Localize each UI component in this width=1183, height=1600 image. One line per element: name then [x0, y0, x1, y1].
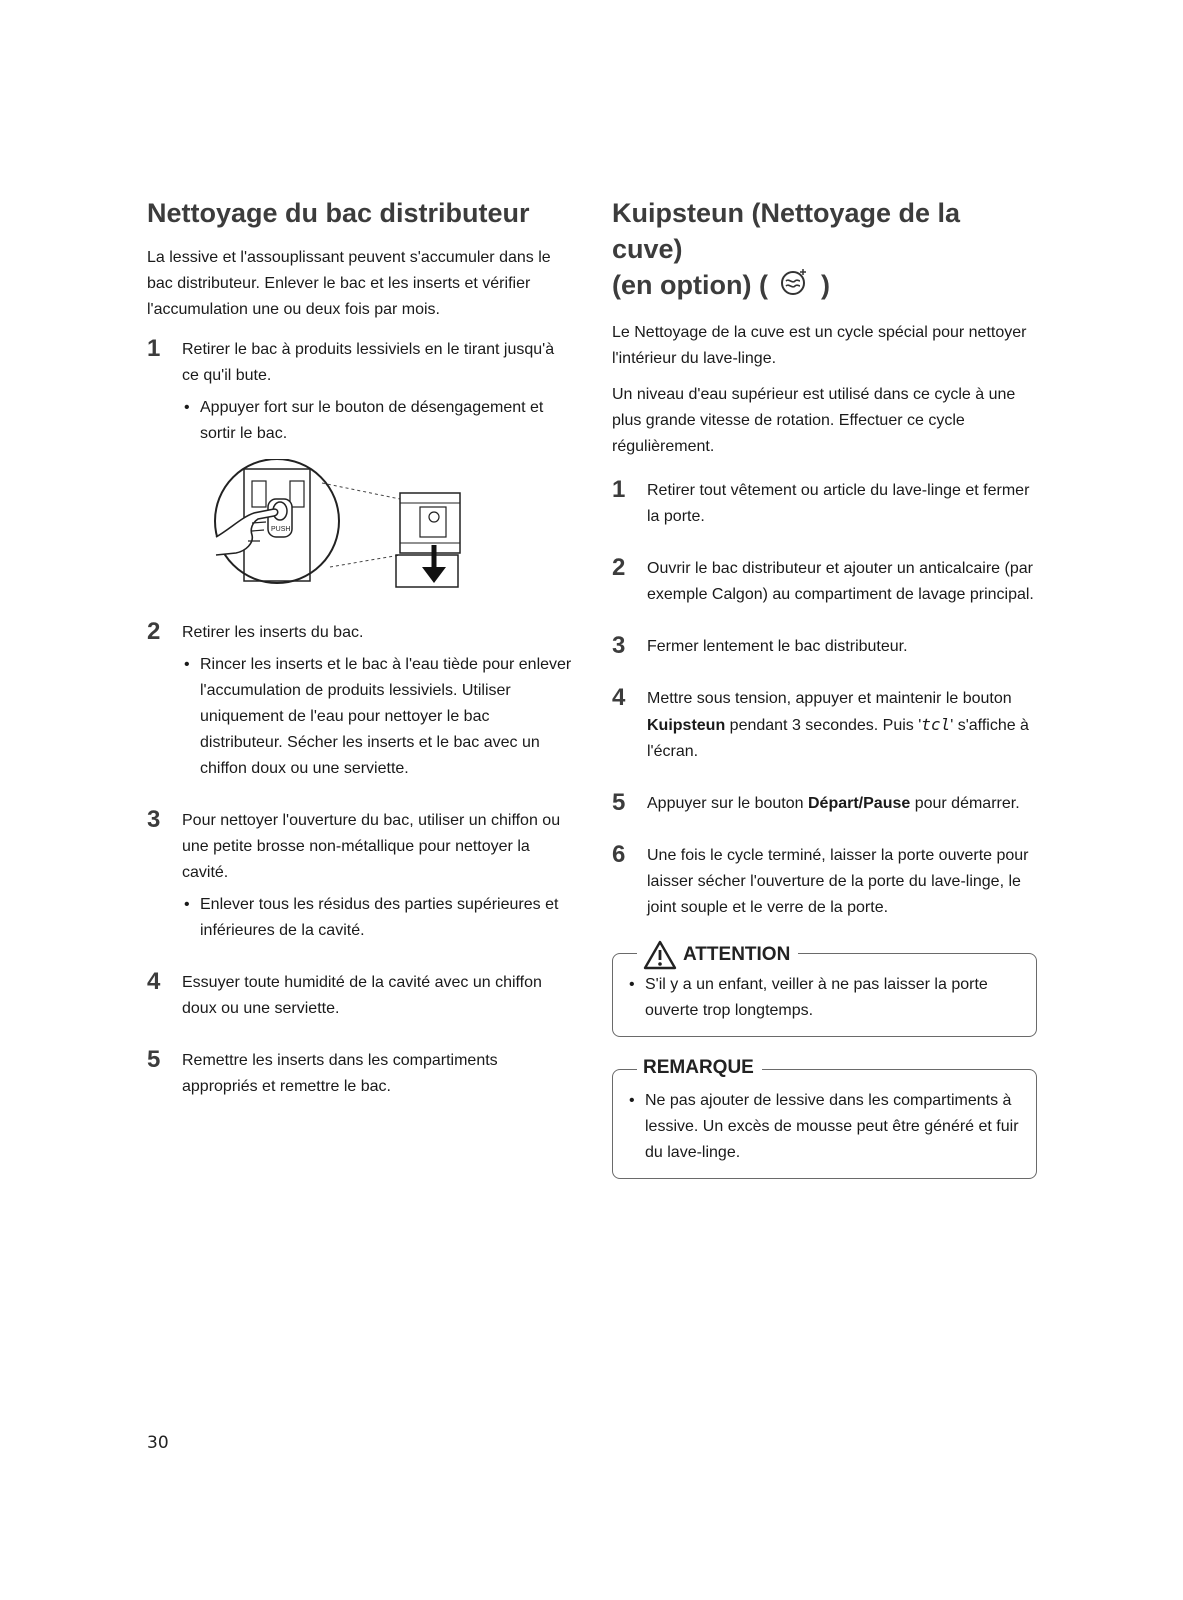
title-line-1: Kuipsteun (Nettoyage de la cuve): [612, 198, 961, 264]
kuipsteun-button-label: Kuipsteun: [647, 717, 726, 735]
step-3: [612, 630, 1037, 660]
title-line-2b: ): [820, 270, 830, 300]
step-text: Une fois le cycle terminé, laisser la porte ouverte pour laisser sécher l'ouverture de la porte du lave-linge, le joint souple et le verre de la porte.: [647, 847, 1029, 917]
step-number: 2: [612, 554, 626, 582]
remarque-label-text: REMARQUE: [643, 1057, 754, 1079]
bullet-item: • Appuyer fort sur le bouton de désengagement et sortir le bac.: [182, 395, 572, 447]
remarque-box: [612, 1057, 1037, 1179]
step-number: 3: [147, 806, 161, 833]
left-column: [147, 195, 572, 1122]
step-3: [147, 804, 572, 944]
remarque-item: • Ne pas ajouter de lessive dans les compartiments à lessive. Un excès de mousse peut être généré et fuir du lave-linge.: [629, 1088, 1020, 1166]
step-2: [612, 552, 1037, 608]
section-title-tub-clean: [612, 195, 1037, 306]
step-text: [647, 787, 1037, 817]
step-number: 4: [147, 968, 161, 995]
push-button-illustration: [182, 459, 462, 589]
step-4: [612, 682, 1037, 765]
remarque-list: [629, 1088, 1020, 1166]
step-text: Ouvrir le bac distributeur et ajouter un anticalcaire (par exemple Calgon) au compartiment de lavage principal.: [647, 560, 1034, 604]
attention-label: [637, 940, 798, 970]
attention-item: • S'il y a un enfant, veiller à ne pas laisser la porte ouverte trop longtemps.: [629, 972, 1020, 1024]
step-text: Fermer lentement le bac distributeur.: [647, 638, 908, 656]
intro-text-1: Le Nettoyage de la cuve est un cycle spécial pour nettoyer l'intérieur du lave-linge.: [612, 324, 1027, 368]
start-pause-button-label: Départ/Pause: [808, 795, 911, 813]
step-text: [647, 682, 1037, 765]
step-text-a: Mettre sous tension, appuyer et maintenir le bouton: [647, 690, 1012, 708]
step-text: Remettre les inserts dans les compartiments appropriés et remettre le bac.: [182, 1052, 498, 1095]
step-text-a: Appuyer sur le bouton: [647, 795, 808, 813]
step-number: 6: [612, 841, 626, 869]
step-5: [147, 1044, 572, 1100]
intro-text: La lessive et l'assouplissant peuvent s'accumuler dans le bac distributeur. Enlever le bac et les inserts et vérifier l'accumulation une ou deux fois par mois.: [147, 249, 551, 318]
bullet-list: [182, 395, 572, 447]
step-text: Pour nettoyer l'ouverture du bac, utiliser un chiffon ou une petite brosse non-métallique pour nettoyer la cavité.: [182, 812, 561, 881]
step-1: [612, 474, 1037, 530]
step-text: Retirer les inserts du bac.: [182, 624, 364, 641]
step-text: Retirer tout vêtement ou article du lave-linge et fermer la porte.: [647, 482, 1030, 526]
attention-label-text: ATTENTION: [683, 944, 791, 966]
attention-box: [612, 944, 1037, 1037]
step-text-c: ' s'affiche à l'écran.: [647, 717, 1029, 761]
step-1: [147, 333, 572, 594]
step-text: Retirer le bac à produits lessiviels en le tirant jusqu'à ce qu'il bute.: [182, 341, 555, 384]
section-title-dispenser: Nettoyage du bac distributeur: [147, 198, 530, 228]
remarque-label: [637, 1056, 762, 1080]
step-text-b: pendant 3 secondes. Puis ': [725, 717, 922, 735]
bullet-list: [182, 652, 572, 782]
bullet-list: [182, 892, 572, 944]
lcd-display-code: tcl: [921, 715, 951, 735]
step-number: 3: [612, 632, 626, 660]
step-text: Essuyer toute humidité de la cavité avec un chiffon doux ou une serviette.: [182, 974, 542, 1017]
bullet-item: • Enlever tous les résidus des parties supérieures et inférieures de la cavité.: [182, 892, 572, 944]
intro-text-2: Un niveau d'eau supérieur est utilisé dans ce cycle à une plus grande vitesse de rotation. Effectuer ce cycle régulièrement.: [612, 386, 1016, 456]
step-5: [612, 787, 1037, 817]
step-number: 4: [612, 684, 626, 712]
bullet-item: • Rincer les inserts et le bac à l'eau tiède pour enlever l'accumulation de produits lessiviels. Utiliser uniquement de l'eau pour nettoyer le bac distributeur. Sécher les inserts et le bac avec un chiffon doux ou une serviette.: [182, 652, 572, 782]
step-number: 1: [612, 476, 626, 504]
warning-triangle-icon: [643, 940, 677, 970]
step-6: [612, 839, 1037, 921]
attention-list: [629, 972, 1020, 1024]
right-column: [612, 195, 1037, 1179]
step-number: 5: [612, 789, 626, 817]
page-number: 30: [147, 1433, 169, 1453]
push-label: PUSH: [271, 526, 291, 533]
step-number: 2: [147, 618, 161, 645]
step-text-b: pour démarrer.: [910, 795, 1020, 813]
step-4: [147, 966, 572, 1022]
step-number: 1: [147, 335, 161, 362]
tub-clean-icon: [779, 267, 809, 306]
step-number: 5: [147, 1046, 161, 1073]
dispenser-illustration: [182, 459, 572, 594]
title-line-2a: (en option) (: [612, 270, 768, 300]
step-2: [147, 616, 572, 782]
